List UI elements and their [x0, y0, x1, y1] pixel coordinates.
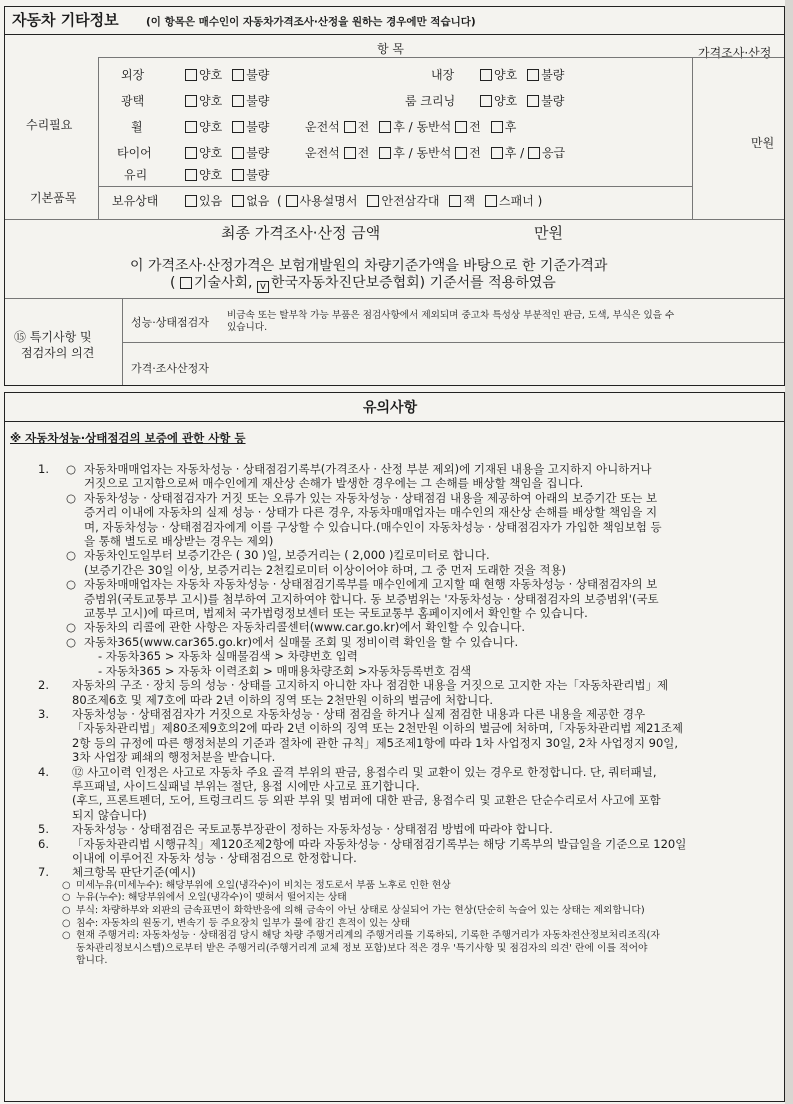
exterior-options: 양호 불량	[185, 68, 269, 82]
special-notes-label-1: ⑮ 특기사항 및	[14, 330, 92, 344]
list-item: 며, 자동차성능 · 상태점검자에게 이를 구상할 수 있습니다.(매수인이 자동차성능 · 상태점검자가 가입한 책임보험 등	[84, 519, 662, 534]
tire-good-checkbox[interactable]	[185, 147, 197, 159]
kadw-checkbox[interactable]: v	[257, 281, 269, 293]
list-item: ○ 자동차365(www.car365.go.kr)에서 실매물 조회 및 정비이력 확인을 할 수 있습니다.	[66, 634, 519, 649]
gloss-bad-checkbox[interactable]	[232, 95, 244, 107]
list-item: 동차관리정보시스템)으로부터 받은 주행거리(주행거리계 교체 정보 포함)보다 적은 경우 '특기사항 및 점검자의 의견' 란에 이를 적어야	[76, 942, 648, 954]
tire-bad-checkbox[interactable]	[232, 147, 244, 159]
final-price-label: 최종 가격조사·산정 금액	[221, 224, 381, 242]
room-cleaning-bad-checkbox[interactable]	[527, 95, 539, 107]
wheel-position-options: 운전석 전 후 / 동반석 전 후	[305, 120, 517, 134]
possession-none-checkbox[interactable]	[232, 195, 244, 207]
tire-passenger-rear-checkbox[interactable]	[491, 147, 503, 159]
list-item: 6. 「자동차관리법 시행규칙」제120조제2항에 따라 자동차성능 · 상태점검기록부는 해당 기록부의 발급일을 기준으로 120일	[38, 836, 687, 851]
list-item: ○ 현재 주행거리: 자동차성능 · 상태점검 당시 해당 차량 주행거리계의 주행거리를 기록하되, 기록한 주행거리가 자동차전산정보처리조직(자	[62, 930, 660, 942]
list-item: 증거리 이내에 자동차의 실제 성능 · 상태가 다른 경우, 자동차매매업자는 매수인의 재산상 손해를 배상할 책임을 지	[84, 505, 658, 520]
list-item: (후드, 프론트펜더, 도어, 트렁크리드 등 외판 부위 및 범퍼에 대한 판금, 용접수리 및 교환은 단순수리로서 사고에 포함	[72, 793, 661, 808]
glass-good-checkbox[interactable]	[185, 169, 197, 181]
interior-good-checkbox[interactable]	[480, 69, 492, 81]
list-item: 1. ○ 자동차매매업자는 자동차성능 · 상태점검기록부(가격조사 · 산정 부분 제외)에 기재된 내용을 고지하지 아니하거나	[38, 462, 652, 476]
list-item: ○ 미세누유(미세누수): 해당부위에 오일(냉각수)이 비치는 정도로서 부품 노후로 인한 현상	[62, 879, 451, 891]
basic-items-label: 기본품목	[30, 191, 77, 205]
list-item: 3. 자동차성능 · 상태점검자가 거짓으로 자동차성능 · 상태 점검을 하거나 실제 점검한 내용과 다른 내용을 제공한 경우	[38, 706, 646, 721]
room-cleaning-good-checkbox[interactable]	[480, 95, 492, 107]
room-cleaning-label: 룸 크리닝	[405, 94, 456, 108]
tire-label: 타이어	[117, 146, 152, 160]
wheel-good-checkbox[interactable]	[185, 121, 197, 133]
list-item: ○ 침수: 자동차의 원동기, 변속기 등 주요장치 일부가 물에 잠긴 흔적이 있는 상태	[62, 917, 411, 929]
glass-options: 양호 불량	[185, 168, 269, 182]
list-item: ○ 자동차인도일부터 보증기간은 ( 30 )일, 보증거리는 ( 2,000 )킬로미터로 합니다.	[66, 548, 490, 563]
list-item: ○ 자동차의 리콜에 관한 사항은 자동차리콜센터(www.car.go.kr)에서 확인할 수 있습니다.	[66, 620, 526, 635]
interior-options: 양호 불량	[480, 68, 564, 82]
section-subtitle: (이 항목은 매수인이 자동차가격조사·산정을 원하는 경우에만 적습니다)	[146, 16, 476, 28]
exterior-bad-checkbox[interactable]	[232, 69, 244, 81]
special-notes-label-2: 점검자의 의견	[21, 346, 95, 360]
room-cleaning-options: 양호 불량	[480, 94, 564, 108]
column-header-price: 가격조사·산정	[698, 46, 772, 60]
list-item: 3차 사업장 폐쇄의 행정처분을 받습니다.	[72, 750, 276, 765]
section-title: 자동차 기타정보	[12, 11, 119, 29]
list-item: 을 통해 별도로 배상받는 경우는 제외)	[84, 534, 274, 549]
list-item: 루프패널, 사이드실패널 부위는 절단, 용접 시에만 사고로 표기합니다.	[72, 778, 420, 793]
possession-options: 있음 없음 ( 사용설명서 안전삼각대 잭 스패너 )	[185, 194, 542, 208]
tire-passenger-front-checkbox[interactable]	[455, 147, 467, 159]
price-basis-line1: 이 가격조사·산정가격은 보험개발원의 차량기준가액을 바탕으로 한 기준가격과	[130, 258, 608, 274]
column-header-item: 항 목	[377, 42, 404, 56]
tech-society-checkbox[interactable]	[180, 277, 192, 289]
list-item: 거짓으로 고지함으로써 매수인에게 재산상 손해가 발생한 경우에는 그 손해를 배상할 책임을 집니다.	[84, 476, 584, 491]
list-item: - 자동차365 > 자동차 실매물검색 > 차량번호 입력	[98, 649, 358, 664]
gloss-options: 양호 불량	[185, 94, 269, 108]
list-item: 교통부 고시)에 따르며, 법제처 국가법령정보센터 또는 국토교통부 홈페이지에서 확인할 수 있습니다.	[84, 606, 588, 621]
list-item: ○ 부식: 차량하부와 외판의 금속표면이 화학반응에 의해 금속이 아닌 상태로 상실되어 가는 현상(단순히 녹슬어 있는 상태는 제외합니다)	[62, 904, 645, 916]
glass-label: 유리	[124, 168, 148, 182]
triangle-checkbox[interactable]	[367, 195, 379, 207]
interior-bad-checkbox[interactable]	[527, 69, 539, 81]
list-item: 되지 않습니다)	[72, 807, 147, 822]
list-item: 합니다.	[76, 955, 108, 967]
list-item: 증범위(국토교통부 고시)를 첨부하여 고지하여야 합니다. 동 보증범위는 '자동차성능 · 상태점검자의 보증범위'(국토	[84, 591, 659, 606]
price-basis-line2: ( 기술사회, v 한국자동차진단보증협회) 기준서를 적용하였음	[170, 275, 556, 292]
list-item: 4. ⑫ 사고이력 인정은 사고로 자동차 주요 골격 부위의 판금, 용접수리 및 교환이 있는 경우로 한정합니다. 단, 쿼터패널,	[38, 764, 657, 779]
gloss-label: 광택	[121, 94, 145, 108]
wheel-options: 양호 불량	[185, 120, 269, 134]
list-item: (보증기간은 30일 이상, 보증거리는 2천킬로미터 이상이어야 하며, 그 중 먼저 도래한 것을 적용)	[84, 562, 567, 577]
manual-checkbox[interactable]	[286, 195, 298, 207]
spanner-checkbox[interactable]	[485, 195, 497, 207]
price-unit: 만원	[751, 136, 775, 150]
list-item: 7. 체크항목 판단기준(예시)	[38, 865, 196, 880]
notice-heading: ※ 자동차성능·상태점검의 보증에 관한 사항 등	[10, 431, 246, 445]
page-edge	[785, 0, 793, 1104]
gloss-good-checkbox[interactable]	[185, 95, 197, 107]
list-item: ○ 누유(누수): 해당부위에서 오일(냉각수)이 맺혀서 떨어지는 상태	[62, 892, 347, 904]
list-item: ○ 자동차성능 · 상태점검자가 거짓 또는 오류가 있는 자동차성능 · 상태점검 내용을 제공하여 아래의 보증기간 또는 보	[66, 490, 658, 505]
notice-title: 유의사항	[363, 400, 418, 416]
tire-driver-rear-checkbox[interactable]	[379, 147, 391, 159]
interior-label: 내장	[431, 68, 455, 82]
list-item: 80조제6호 및 제7호에 따라 2년 이하의 징역 또는 2천만원 이하의 벌금에 처합니다.	[72, 692, 494, 707]
tire-options: 양호 불량	[185, 146, 269, 160]
list-item: 「자동차관리법」제80조제9호의2에 따라 2년 이하의 징역 또는 2천만원 이하의 벌금에 처하며,「자동차관리법 제21조제	[72, 721, 683, 736]
list-item: 이내에 이루어진 자동차 성능 · 상태점검으로 한정합니다.	[72, 850, 357, 865]
exterior-good-checkbox[interactable]	[185, 69, 197, 81]
wheel-driver-rear-checkbox[interactable]	[379, 121, 391, 133]
exterior-label: 외장	[121, 68, 145, 82]
list-item: - 자동차365 > 자동차 이력조회 > 매매용차량조회 >자동차등록번호 검색	[98, 663, 472, 678]
list-item: 2. 자동차의 구조 · 장치 등의 성능 · 상태를 고지하지 아니한 자나 점검한 내용을 거짓으로 고지한 자는「자동차관리법」제	[38, 678, 669, 693]
possession-has-checkbox[interactable]	[185, 195, 197, 207]
wheel-passenger-rear-checkbox[interactable]	[491, 121, 503, 133]
tire-emergency-checkbox[interactable]	[528, 147, 540, 159]
notice-list	[22, 462, 780, 968]
possession-label: 보유상태	[112, 194, 159, 208]
wheel-label: 휠	[131, 120, 143, 134]
tire-driver-front-checkbox[interactable]	[344, 147, 356, 159]
inspector-note-2: 있습니다.	[227, 322, 268, 333]
inspector-label: 성능·상태점검자	[131, 316, 209, 329]
wheel-driver-front-checkbox[interactable]	[344, 121, 356, 133]
list-item: 2항 등의 규정에 따른 행정처분의 기준과 절차에 관한 규칙」제5조제1항에 따라 1차 사업정지 30일, 2차 사업정지 90일,	[72, 735, 679, 750]
glass-bad-checkbox[interactable]	[232, 169, 244, 181]
list-item: 5. 자동차성능 · 상태점검은 국토교통부장관이 정하는 자동차성능 · 상태점검 방법에 따라야 합니다.	[38, 822, 553, 837]
list-item: ○ 자동차매매업자는 자동차 자동차성능 · 상태점검기록부를 매수인에게 고지할 때 현행 자동차성능 · 상태점검자의 보	[66, 577, 658, 592]
appraiser-label: 가격·조사산정자	[131, 362, 209, 375]
jack-checkbox[interactable]	[449, 195, 461, 207]
final-price-unit: 만원	[534, 224, 563, 242]
inspector-note: 비금속 또는 탈부착 가능 부품은 점검사항에서 제외되며 중고차 특성상 부분적인 판금, 도색, 부식은 있을 수	[227, 310, 675, 321]
tire-position-options: 운전석 전 후 / 동반석 전 후 / 응급	[305, 146, 566, 160]
wheel-passenger-front-checkbox[interactable]	[455, 121, 467, 133]
wheel-bad-checkbox[interactable]	[232, 121, 244, 133]
repair-needed-label: 수리필요	[26, 118, 73, 132]
